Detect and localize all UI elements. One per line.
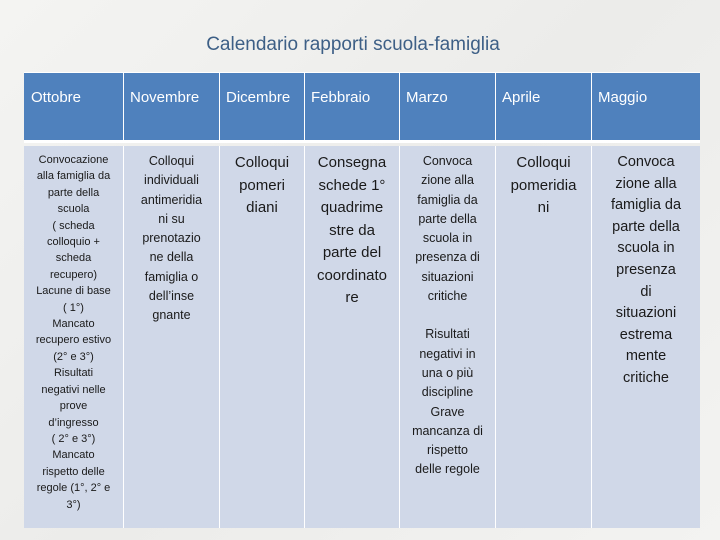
cell-maggio-text: Convoca zione alla famiglia da parte della scuola in presenza di situazioni estrema mente critiche [610,154,682,386]
header-aprile: Aprile [496,73,592,143]
cell-aprile-text: Colloqui pomeridia ni [510,154,577,216]
cell-febbraio-text: Consegna schede 1° quadrime stre da parte del coordinato re [316,154,388,306]
page-title: Calendario rapporti scuola-famiglia [206,34,500,55]
cell-dicembre-text: Colloqui pomeri diani [234,154,290,216]
cell-marzo [400,146,496,528]
calendar-table [24,72,700,528]
cell-novembre [124,146,220,528]
cell-dicembre [220,146,305,528]
header-novembre: Novembre [124,73,220,143]
cell-ottobre [24,146,124,528]
cell-aprile [496,146,592,528]
cell-marzo-text-1: Convoca zione alla famiglia da parte della scuola in presenza di situazioni critiche [415,154,480,304]
header-febbraio: Febbraio [305,73,400,143]
header-dicembre: Dicembre [220,73,305,143]
header-maggio: Maggio [592,73,700,143]
cell-marzo-text-2: Risultati negativi in una o più discipline Grave mancanza di rispetto delle regole [412,327,483,477]
header-marzo: Marzo [400,73,496,143]
header-ottobre: Ottobre [24,73,124,143]
cell-ottobre-text: Convocazione alla famiglia da parte della scuola ( scheda colloquio + scheda recupero) Lacune di base ( 1°) Mancato recupero estivo (2° e 3°) Risultati negativi nelle prove d’ingresso ( 2° e 3°) Mancato rispetto delle regole (1°, 2° e 3°) [35,154,112,511]
cell-febbraio [305,146,400,528]
cell-maggio [592,146,700,528]
cell-novembre-text: Colloqui individuali antimeridia ni su prenotazio ne della famiglia o dell’inse gnante [140,154,203,323]
